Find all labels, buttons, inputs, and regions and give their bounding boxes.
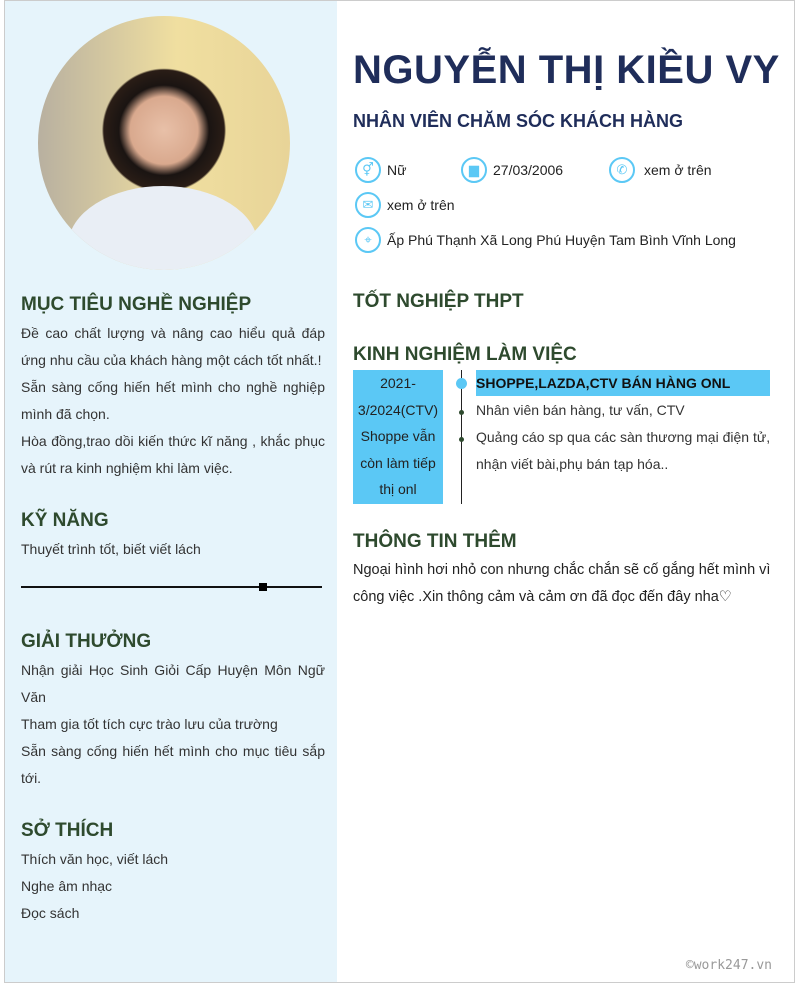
skill-level-bar xyxy=(21,586,322,588)
phone-value: xem ở trên xyxy=(644,162,712,178)
skill-level-marker xyxy=(259,583,267,591)
birthday-value: 27/03/2006 xyxy=(493,162,564,178)
hobbies-section xyxy=(21,820,325,927)
experience-date: 2021-3/2024(CTV) Shoppe vẫn còn làm tiếp thị onl xyxy=(353,370,443,504)
awards-section xyxy=(21,631,325,792)
avatar-photo xyxy=(38,16,290,270)
gender-info xyxy=(355,157,406,183)
awards-title: GIẢI THƯỞNG xyxy=(21,631,152,652)
experience-item: Quảng cáo sp qua các sàn thương mại điện tử, nhận viết bài,phụ bán tạp hóa.. xyxy=(476,429,771,472)
address-info xyxy=(355,227,736,253)
hobby-item: Đọc sách xyxy=(21,905,80,921)
award-line: Tham gia tốt tích cực trào lưu của trường xyxy=(21,716,278,732)
email-value: xem ở trên xyxy=(387,197,455,213)
email-info xyxy=(355,192,455,218)
gender-value: Nữ xyxy=(387,162,407,178)
objective-title: MỤC TIÊU NGHỀ NGHIỆP xyxy=(21,294,252,315)
birthday-info xyxy=(461,157,563,183)
hobbies-title: SỞ THÍCH xyxy=(21,820,114,841)
phone-icon: ✆ xyxy=(609,157,635,183)
skills-title: KỸ NĂNG xyxy=(21,510,109,531)
education-title: TỐT NGHIỆP THPT xyxy=(353,291,524,312)
hobby-item: Thích văn học, viết lách xyxy=(21,851,169,867)
watermark: ©work247.vn xyxy=(685,958,772,973)
hobby-item: Nghe âm nhạc xyxy=(21,878,113,894)
bullet-icon xyxy=(459,410,464,415)
objective-line: Đề cao chất lượng và nâng cao hiểu quả đáp ứng nhu cầu của khách hàng một cách tốt nhất.! xyxy=(21,325,325,368)
experience-item: Nhân viên bán hàng, tư vấn, CTV xyxy=(476,402,685,418)
experience-title: KINH NGHIỆM LÀM VIỆC xyxy=(353,344,577,365)
award-line: Nhận giải Học Sinh Giỏi Cấp Huyện Môn Ngữ Văn xyxy=(21,662,325,705)
skill-text: Thuyết trình tốt, biết viết lách xyxy=(21,541,201,557)
extra-text: Ngoại hình hơi nhỏ con nhưng chắc chắn sẽ cố gắng hết mình vì công việc .Xin thông cảm và cảm ơn đã đọc đến đây nha♡ xyxy=(353,562,771,605)
extra-title: THÔNG TIN THÊM xyxy=(353,531,517,552)
timeline-dot xyxy=(456,378,467,389)
objective-line: Sẵn sàng cống hiến hết mình cho nghề nghiệp mình đã chọn. xyxy=(21,379,325,422)
email-icon: ✉ xyxy=(355,192,381,218)
objective-line: Hòa đồng,trao dồi kiến thức kĩ năng , khắc phục và rút ra kinh nghiệm khi làm việc. xyxy=(21,433,325,476)
gender-icon: ⚥ xyxy=(355,157,381,183)
map-pin-icon: ⌖ xyxy=(355,227,381,253)
objective-section xyxy=(21,294,325,482)
award-line: Sẵn sàng cống hiến hết mình cho mục tiêu sắp tới. xyxy=(21,743,325,786)
skills-section xyxy=(21,510,325,563)
job-title: NHÂN VIÊN CHĂM SÓC KHÁCH HÀNG xyxy=(353,111,684,131)
candidate-name: NGUYỄN THỊ KIỀU VY xyxy=(353,48,780,92)
cake-icon: ▆ xyxy=(461,157,487,183)
address-value: Ấp Phú Thạnh Xã Long Phú Huyện Tam Bình Vĩnh Long xyxy=(387,232,736,248)
experience-company: SHOPPE,LAZDA,CTV BÁN HÀNG ONL xyxy=(476,370,770,396)
bullet-icon xyxy=(459,437,464,442)
phone-info xyxy=(609,157,712,183)
